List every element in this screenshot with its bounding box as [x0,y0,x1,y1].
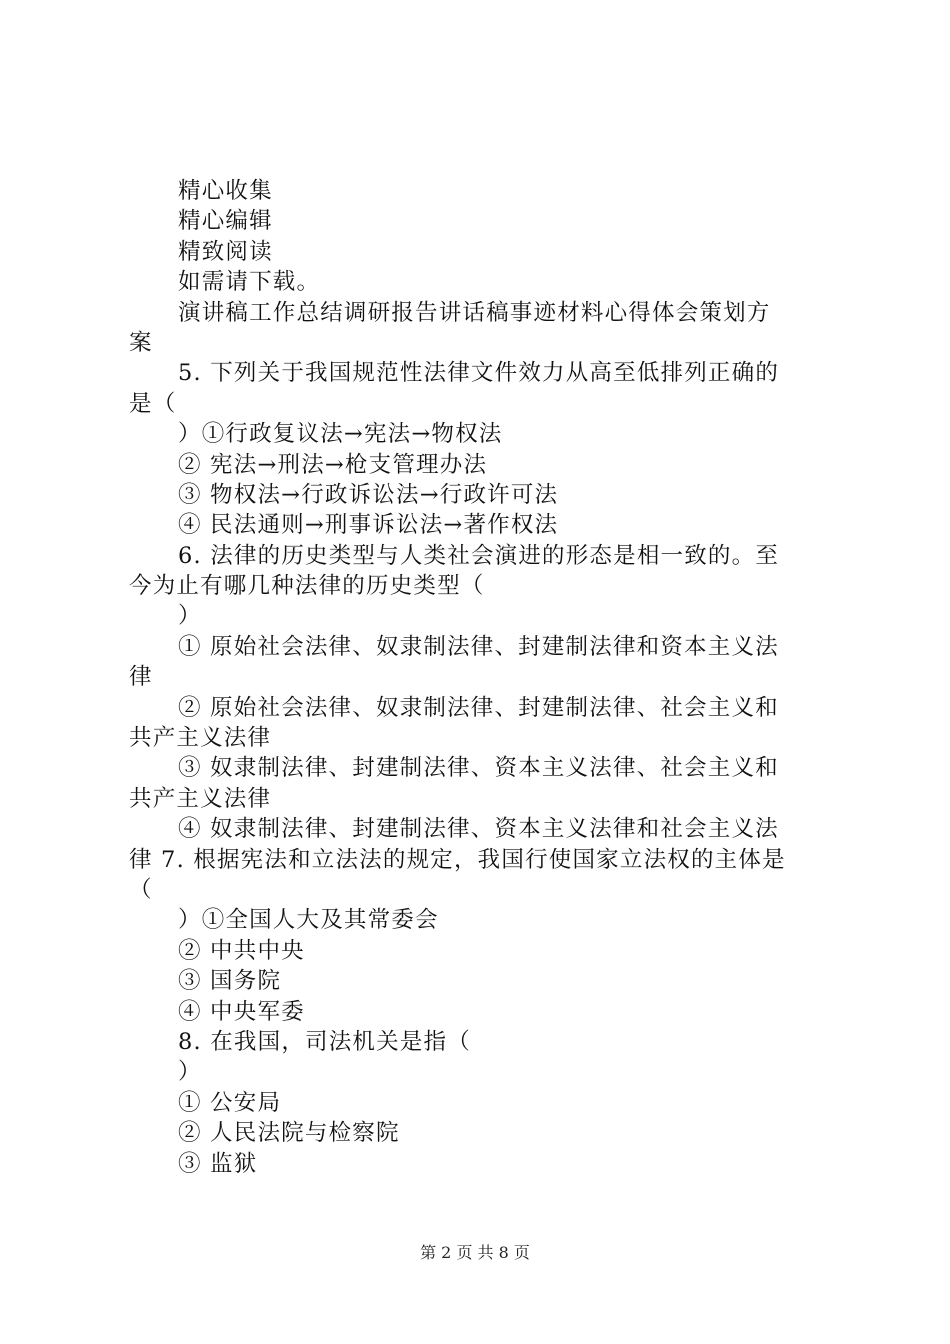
text-line: 今为止有哪几种法律的历史类型（ [129,573,485,600]
text-line: ） [178,1059,202,1086]
text-line: ③ 奴隶制法律、封建制法律、资本主义法律、社会主义和 [178,755,779,782]
page-content [129,176,835,1179]
text-line: ） [178,603,202,630]
text-line: ）①行政复议法→宪法→物权法 [178,421,503,448]
text-line: 案 [129,329,153,356]
text-line: 共产主义法律 [129,725,272,752]
page-footer: 第 2 页 共 8 页 [420,1243,530,1262]
text-line: 精心编辑 [178,208,273,235]
text-line: ③ 监狱 [178,1150,258,1177]
text-line: ）①全国人大及其常委会 [178,907,439,934]
text-line: ② 中共中央 [178,937,305,964]
text-line: 8. 在我国，司法机关是指（ [178,1028,471,1055]
text-line: ② 原始社会法律、奴隶制法律、封建制法律、社会主义和 [178,694,779,721]
text-line: ③ 国务院 [178,968,282,995]
text-line: 精致阅读 [178,238,273,265]
text-line: 精心收集 [178,178,273,204]
text-line: 6. 法律的历史类型与人类社会演进的形态是相一致的。至 [178,542,780,569]
text-line: ① 原始社会法律、奴隶制法律、封建制法律和资本主义法 [178,633,779,660]
text-line: （ [129,876,153,903]
text-line: 是（ [129,390,177,417]
text-line: ③ 物权法→行政诉讼法→行政许可法 [178,481,559,508]
text-line: 演讲稿工作总结调研报告讲话稿事迹材料心得体会策划方 [178,299,771,326]
text-line: 5. 下列关于我国规范性法律文件效力从高至低排列正确的 [178,360,780,387]
text-line: ② 宪法→刑法→枪支管理办法 [178,451,488,478]
text-line: 律 [129,664,153,691]
text-line: ② 人民法院与检察院 [178,1120,400,1147]
text-line: ④ 民法通则→刑事诉讼法→著作权法 [178,512,559,539]
text-line: 共产主义法律 [129,785,272,812]
text-line: ④ 奴隶制法律、封建制法律、资本主义法律和社会主义法 [178,816,779,843]
text-line: ① 公安局 [178,1089,282,1116]
text-line: ④ 中央军委 [178,998,305,1025]
text-line: 如需请下载。 [178,269,321,296]
text-line: 律 7. 根据宪法和立法法的规定，我国行使国家立法权的主体是 [129,846,786,873]
